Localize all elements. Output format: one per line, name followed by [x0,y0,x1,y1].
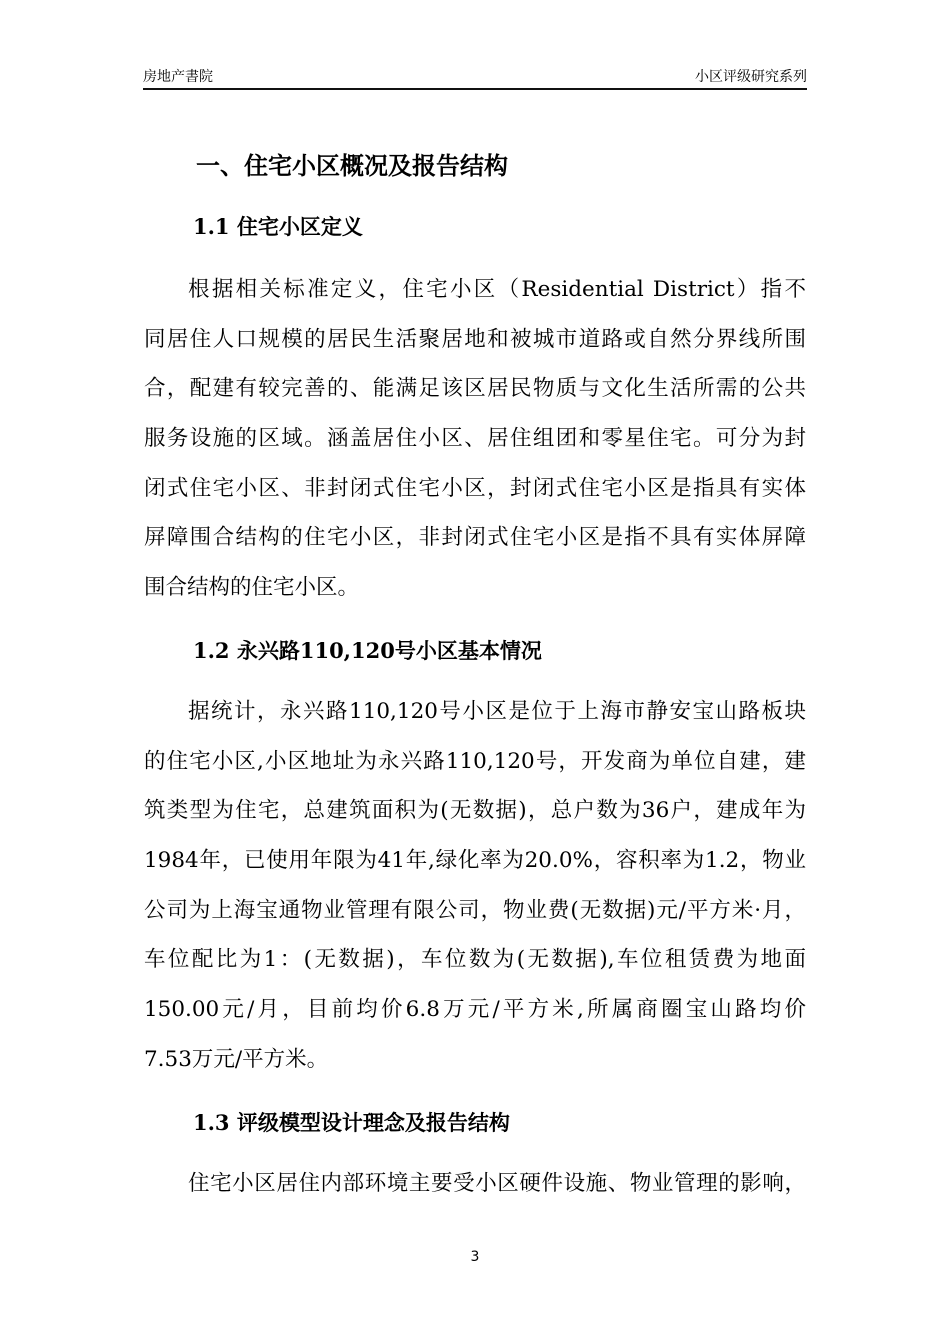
text-line: 闭式住宅小区、非封闭式住宅小区，封闭式住宅小区是指具有实体 [144,475,806,501]
page-number: 3 [470,1249,480,1265]
text-line: 根据相关标准定义，住宅小区（Residential District）指不 [188,277,806,302]
text-line: 服务设施的区域。涵盖居住小区、居住组团和零星住宅。可分为封 [144,426,806,452]
text-line: 住宅小区居住内部环境主要受小区硬件设施、物业管理的影响， [188,1171,806,1196]
text-line: 公司为上海宝通物业管理有限公司，物业费(无数据)元/平方米·月， [144,897,806,923]
section-title: 一、住宅小区概况及报告结构 [196,151,508,180]
text-line: 屏障围合结构的住宅小区，非封闭式住宅小区是指不具有实体屏障 [144,525,806,551]
header-left-title: 房地产書院 [143,69,213,85]
text-line: 车位配比为1：(无数据)，车位数为(无数据),车位租赁费为地面 [144,947,806,973]
paragraph-1-1 [144,265,806,613]
heading-1-3: 1.3 评级模型设计理念及报告结构 [193,1110,510,1135]
heading-1-1: 1.1 住宅小区定义 [193,214,363,239]
text-line: 合，配建有较完善的、能满足该区居民物质与文化生活所需的公共 [144,376,806,402]
text-line: 7.53万元/平方米。 [144,1046,329,1072]
text-line: 围合结构的住宅小区。 [144,575,360,601]
paragraph-1-3 [144,1159,806,1209]
header-rule [143,88,807,90]
heading-1-2: 1.2 永兴路110,120号小区基本情况 [193,638,542,663]
text-line: 筑类型为住宅，总建筑面积为(无数据)，总户数为36户，建成年为 [144,798,806,824]
paragraph-1-2 [144,687,806,1085]
text-line: 同居住人口规模的居民生活聚居地和被城市道路或自然分界线所围 [144,326,806,352]
header-right-title: 小区评级研究系列 [695,69,807,85]
text-line: 的住宅小区,小区地址为永兴路110,120号，开发商为单位自建，建 [144,748,806,774]
text-line: 150.00元/月，目前均价6.8万元/平方米,所属商圈宝山路均价 [144,997,806,1023]
text-line: 1984年，已使用年限为41年,绿化率为20.0%，容积率为1.2，物业 [144,848,806,874]
text-line: 据统计，永兴路110,120号小区是位于上海市静安宝山路板块 [188,699,806,724]
